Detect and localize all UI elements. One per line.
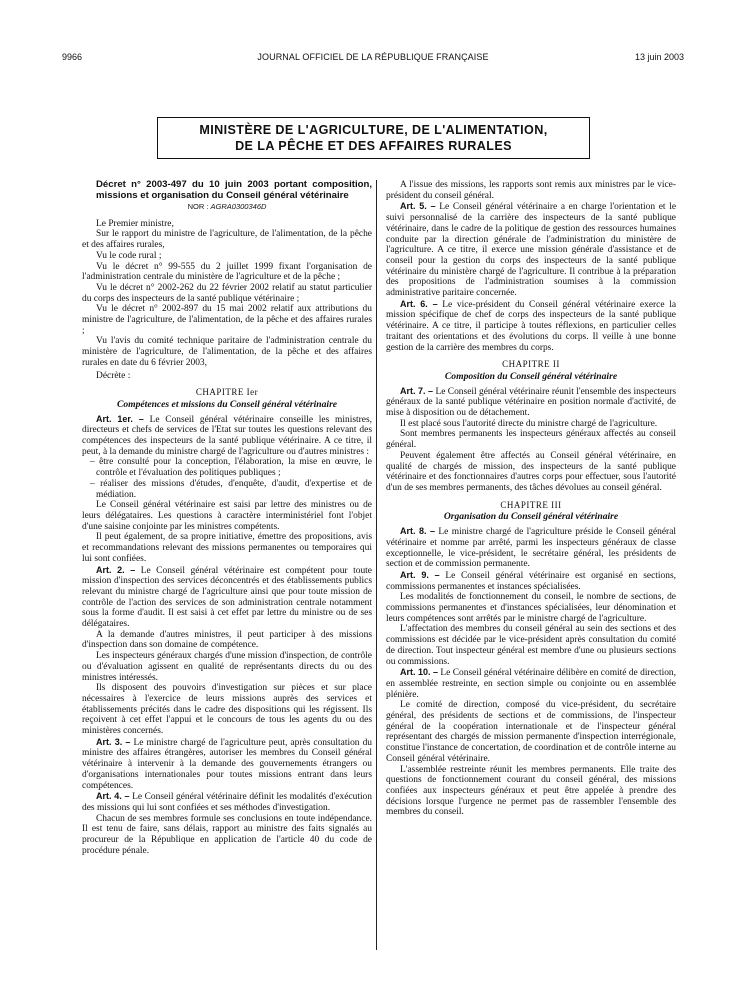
decree-title: Décret n° 2003-497 du 10 juin 2003 portant composition, missions et organisation du Conseil général vétérinaire	[96, 179, 372, 201]
nor-code: AGRA0300346D	[210, 202, 267, 211]
article-9: Art. 9. – Le Conseil général vétérinaire est organisé en sections, commissions permanentes et instances spécialisées.	[386, 569, 676, 592]
article-3: Art. 3. – Le ministre chargé de l'agriculture peut, après consultation du ministre des affaires étrangères, autoriser les membres du Conseil général vétérinaire à intervenir à la demande des gouvernements étrangers ou d'organisations internationales pour toutes missions entrant dans leurs compétences.	[82, 736, 373, 791]
paragraph: Sont membres permanents les inspecteurs généraux affectés au conseil général.	[386, 429, 676, 451]
article-label: Art. 10. –	[400, 667, 439, 678]
journal-title: JOURNAL OFFICIEL DE LA RÉPUBLIQUE FRANÇAISE	[257, 52, 489, 62]
article-label: Art. 8. –	[400, 526, 436, 537]
chapter-3-heading: CHAPITRE III	[500, 499, 562, 510]
chapter-3-title: Organisation du Conseil général vétérinaire	[443, 511, 619, 523]
paragraph: Les modalités de fonctionnement du conseil, le nombre de sections, de commissions permanentes et d'instances spécialisées, leur dénomination et leurs compétences sont arrêtés par le ministre chargé de l'agriculture.	[386, 592, 676, 624]
intro-line: Sur le rapport du ministre de l'agriculture, de l'alimentation, de la pêche et des affaires rurales,	[82, 229, 372, 251]
intro-line: Le Premier ministre,	[96, 218, 174, 229]
article-label: Art. 2. –	[96, 564, 136, 575]
chapter-2-title: Composition du Conseil général vétérinaire	[444, 370, 618, 382]
intro-line: Vu le décret n° 2002-262 du 22 février 2002 relatif au statut particulier du corps des inspecteurs de la santé publique vétérinaire ;	[82, 282, 372, 304]
paragraph: Le Conseil général vétérinaire est saisi par lettre des ministres ou de leurs délégataires. Les questions à caractère interministériel font l'objet d'une saisine conjointe par les ministres compétents.	[82, 500, 372, 532]
article-7: Art. 7. – Le Conseil général vétérinaire réunit l'ensemble des inspecteurs généraux de la santé publique vétérinaire en position normale d'activité, de mise à disposition ou de détachement.	[386, 385, 677, 419]
article-label: Art. 6. –	[400, 298, 438, 309]
paragraph: L'assemblée restreinte réunit les membres permanents. Elle traite des questions de fonctionnement courant du conseil général, des missions confiées aux inspecteurs généraux et peut être appelée à prendre des décisions lorsque l'urgence ne permet pas de rassembler l'ensemble des membres du conseil.	[386, 764, 676, 818]
article-label: Art. 1er. –	[96, 413, 144, 424]
paragraph: Chacun de ses membres formule ses conclusions en toute indépendance. Il est tenu de faire, sans délais, rapport au ministre des faits signalés au procureur de la République en application de l'article 40 du code de procédure pénale.	[82, 813, 372, 856]
paragraph: L'affectation des membres du conseil général au sein des sections et des commissions est décidée par le vice-président après consultation du comité de direction. Tout inspecteur général est membre d'une ou plusieurs sections ou commissions.	[386, 624, 676, 667]
article-label: Art. 7. –	[400, 385, 434, 396]
paragraph: Il est placé sous l'autorité directe du ministre chargé de l'agriculture.	[400, 418, 658, 429]
paragraph: Les inspecteurs généraux chargés d'une mission d'inspection, de contrôle ou d'évaluation agissent en qualité de représentants directs du ou des ministres intéressés.	[82, 651, 372, 683]
article-1-item: – être consulté pour la conception, l'élaboration, la mise en œuvre, le contrôle et l'évaluation des politiques publiques ;	[90, 457, 372, 479]
article-5: Art. 5. – Le Conseil général vétérinaire a en charge l'orientation et le suivi personnalisé de la carrière des inspecteurs de la santé publique vétérinaire, dans le cadre de la politique de gestion des ressources humaines conduite par la direction générale de l'administration du ministère de l'agriculture. A ce titre, il exerce une mission générale d'assistance et de conseil pour la gestion du corps des inspecteurs de la santé publique vétérinaire du ministère chargé de l'agriculture. Il contribue à la préparation des propositions de l'administration soumises à la commission administrative paritaire concernée.	[386, 201, 677, 299]
article-1: Art. 1er. – Le Conseil général vétérinaire conseille les ministres, directeurs et chefs de services de l'Etat sur toutes les questions relevant des compétences des inspecteurs de la santé publique vétérinaire. A ce titre, il peut, à la demande du ministre chargé de l'agriculture ou d'autres ministres :	[82, 413, 372, 457]
article-label: Art. 9. –	[400, 569, 440, 580]
chapter-1-heading: CHAPITRE Ier	[195, 387, 259, 398]
article-1-item: – réaliser des missions d'études, d'enquête, d'audit, d'expertise et de médiation.	[90, 478, 372, 500]
paragraph: A l'issue des missions, les rapports sont remis aux ministres par le vice-président du conseil général.	[386, 180, 676, 201]
column-divider	[376, 180, 377, 950]
article-4: Art. 4. – Le Conseil général vétérinaire définit les modalités d'exécution des missions qui lui sont confiées et ses méthodes d'investigation.	[82, 791, 372, 813]
page-header	[62, 52, 684, 66]
left-column	[82, 180, 372, 856]
ministry-box	[157, 117, 590, 159]
article-label: Art. 3. –	[96, 736, 131, 747]
intro-line: Vu le code rural ;	[96, 250, 162, 261]
issue-date: 13 juin 2003	[634, 52, 684, 62]
article-10: Art. 10. – Le Conseil général vétérinaire délibère en comité de direction, en assemblée restreinte, en section simple ou conjointe ou en assemblée plénière.	[386, 667, 676, 700]
right-column	[386, 180, 676, 818]
intro-line: Vu l'avis du comité technique paritaire de l'administration centrale du ministère de l'agriculture, de l'alimentation, de la pêche et des affaires rurales en date du 6 février 2003,	[82, 336, 372, 368]
paragraph: Le comité de direction, composé du vice-président, du secrétaire général, des présidents de sections et de commissions, de l'inspecteur général de la coopération internationale et de l'inspecteur général représentant des chargés de mission permanente d'inspection interrégionale, constitue l'instance de concertation, de coordination et de contrôle interne au Conseil général vétérinaire.	[386, 700, 676, 764]
nor-reference	[82, 202, 372, 213]
paragraph: A la demande d'autres ministres, il peut participer à des missions d'inspection dans son domaine de compétence.	[82, 629, 372, 651]
intro-line: Vu le décret n° 2002-897 du 15 mai 2002 relatif aux attributions du ministre de l'agriculture, de l'alimentation, de la pêche et des affaires rurales ;	[82, 304, 372, 336]
paragraph: Peuvent également être affectés au Conseil général vétérinaire, en qualité de chargés de mission, des inspecteurs de la santé publique vétérinaire et des fonctionnaires d'autres corps pour effectuer, sous l'autorité d'un de ses membres permanents, des tâches dévolues au conseil général.	[386, 450, 676, 493]
chapter-1-title: Compétences et missions du Conseil général vétérinaire	[116, 398, 338, 410]
nor-label: NOR :	[187, 202, 209, 211]
chapter-2-heading: CHAPITRE II	[502, 359, 560, 370]
ministry-line-2: DE LA PÊCHE ET DES AFFAIRES RURALES	[235, 139, 512, 153]
intro-line: Vu le décret n° 99-555 du 2 juillet 1999 fixant l'organisation de l'administration centrale du ministère de l'agriculture et de la pêche ;	[82, 261, 372, 283]
article-label: Art. 5. –	[400, 201, 436, 212]
article-2: Art. 2. – Le Conseil général vétérinaire est compétent pour toute mission d'inspection des services déconcentrés et des établissements publics relevant du ministre chargé de l'agriculture ainsi que pour toute mission de contrôle de l'action des services de son administration centrale notamment sous la forme d'audit. Il est saisi à cet effet par lettre du ministre ou de ses délégataires.	[82, 564, 372, 630]
paragraph: Il peut également, de sa propre initiative, émettre des propositions, avis et recommandations relevant des missions permanentes ou temporaires qui lui sont confiées.	[82, 532, 372, 564]
decrete: Décrète :	[96, 370, 131, 381]
paragraph: Ils disposent des pouvoirs d'investigation sur pièces et sur place nécessaires à l'exercice de leurs missions auprès des services et établissements précités dans le cadre des dispositions qui les régissent. Ils reçoivent à cet effet l'appui et le concours de tous les agents du ou des ministères concernés.	[82, 683, 372, 737]
page-number: 9966	[62, 52, 83, 62]
ministry-line-1: MINISTÈRE DE L'AGRICULTURE, DE L'ALIMENTATION,	[199, 123, 548, 137]
article-label: Art. 4. –	[96, 791, 130, 802]
article-6: Art. 6. – Le vice-président du Conseil général vétérinaire exerce la mission spécifique de chef de corps des inspecteurs de la santé publique vétérinaire. A ce titre, il participe à toutes réflexions, en particulier celles traitant des orientations et des évolutions du corps. Il veille à une bonne gestion de la carrière des membres du corps.	[386, 298, 677, 353]
article-8: Art. 8. – Le ministre chargé de l'agriculture préside le Conseil général vétérinaire et nomme par arrêté, parmi les inspecteurs généraux de classe exceptionnelle, le vice-président, le secrétaire général, les présidents de section et de commission permanente.	[386, 526, 677, 570]
